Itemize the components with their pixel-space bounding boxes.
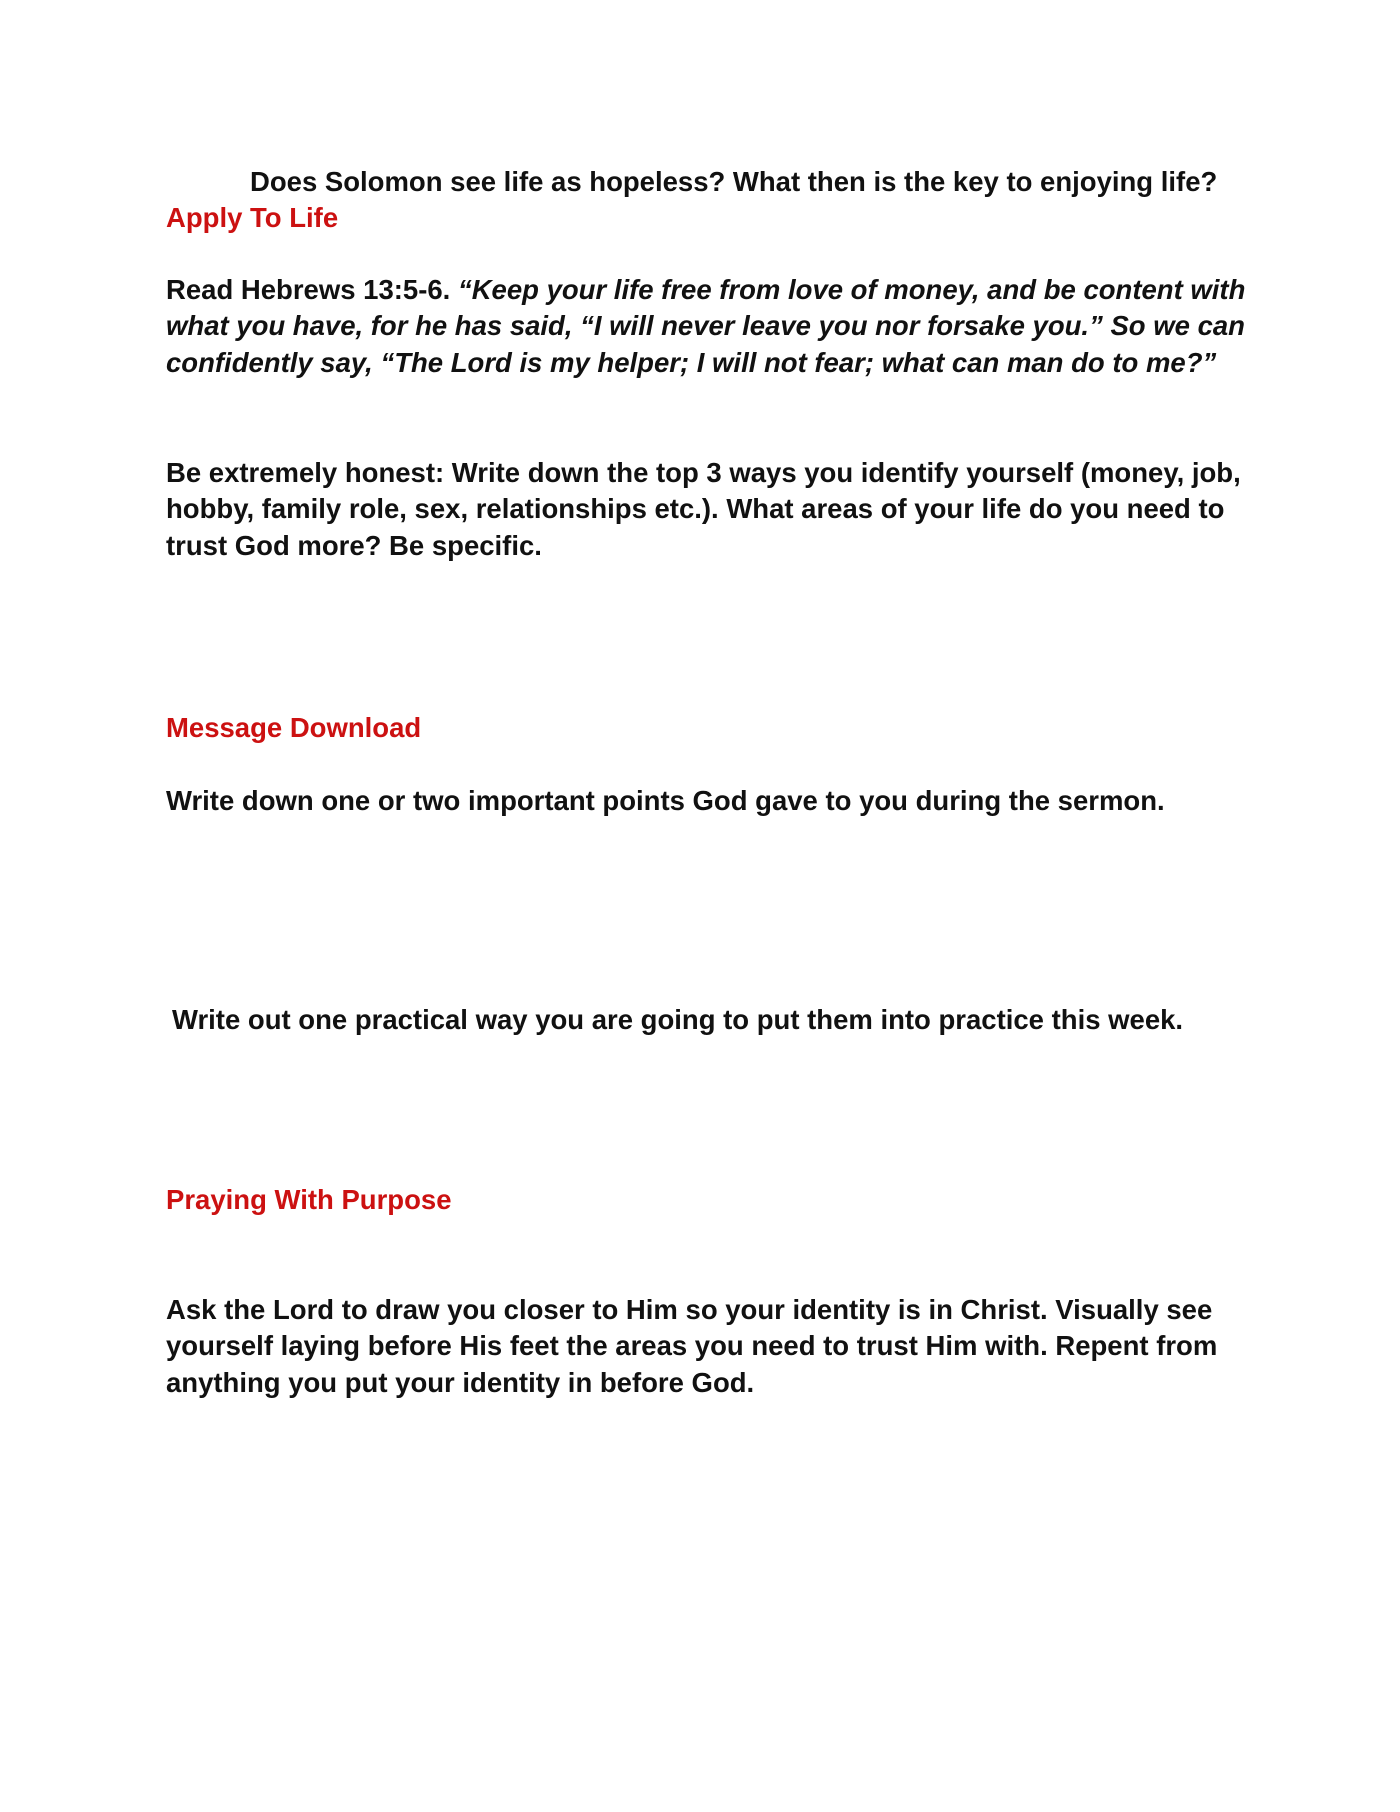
apply-to-life-heading: Apply To Life — [166, 202, 339, 233]
question-line: Does Solomon see life as hopeless? What then is the key to enjoying life? — [250, 166, 1218, 197]
sermon-points-prompt: Write down one or two important points God gave to you during the sermon. — [166, 785, 1165, 816]
prayer-prompt: Ask the Lord to draw you closer to Him so your identity is in Christ. Visually see yourself laying before His feet the areas you need to trust Him with. Repent from anything you put your identity in before God. — [166, 1294, 1218, 1398]
scripture-reference: Read Hebrews 13:5-6. — [166, 274, 458, 305]
scripture-quote: “Keep your life free from love of money, and be content with what you have, for he has said, “I will never leave you nor forsake you.” So we can confidently say, “The Lord is my helper; I will not fear; what can man do to me?” — [166, 274, 1246, 378]
praying-with-purpose-heading: Praying With Purpose — [166, 1184, 452, 1215]
identity-prompt: Be extremely honest: Write down the top 3 ways you identify yourself (money, job, hobby, family role, sex, relationships etc.). What areas of your life do you need to trust God more? Be specific. — [166, 457, 1241, 561]
practice-prompt: Write out one practical way you are going to put them into practice this week. — [172, 1004, 1184, 1035]
message-download-heading: Message Download — [166, 712, 422, 743]
scripture-paragraph — [166, 272, 1246, 381]
